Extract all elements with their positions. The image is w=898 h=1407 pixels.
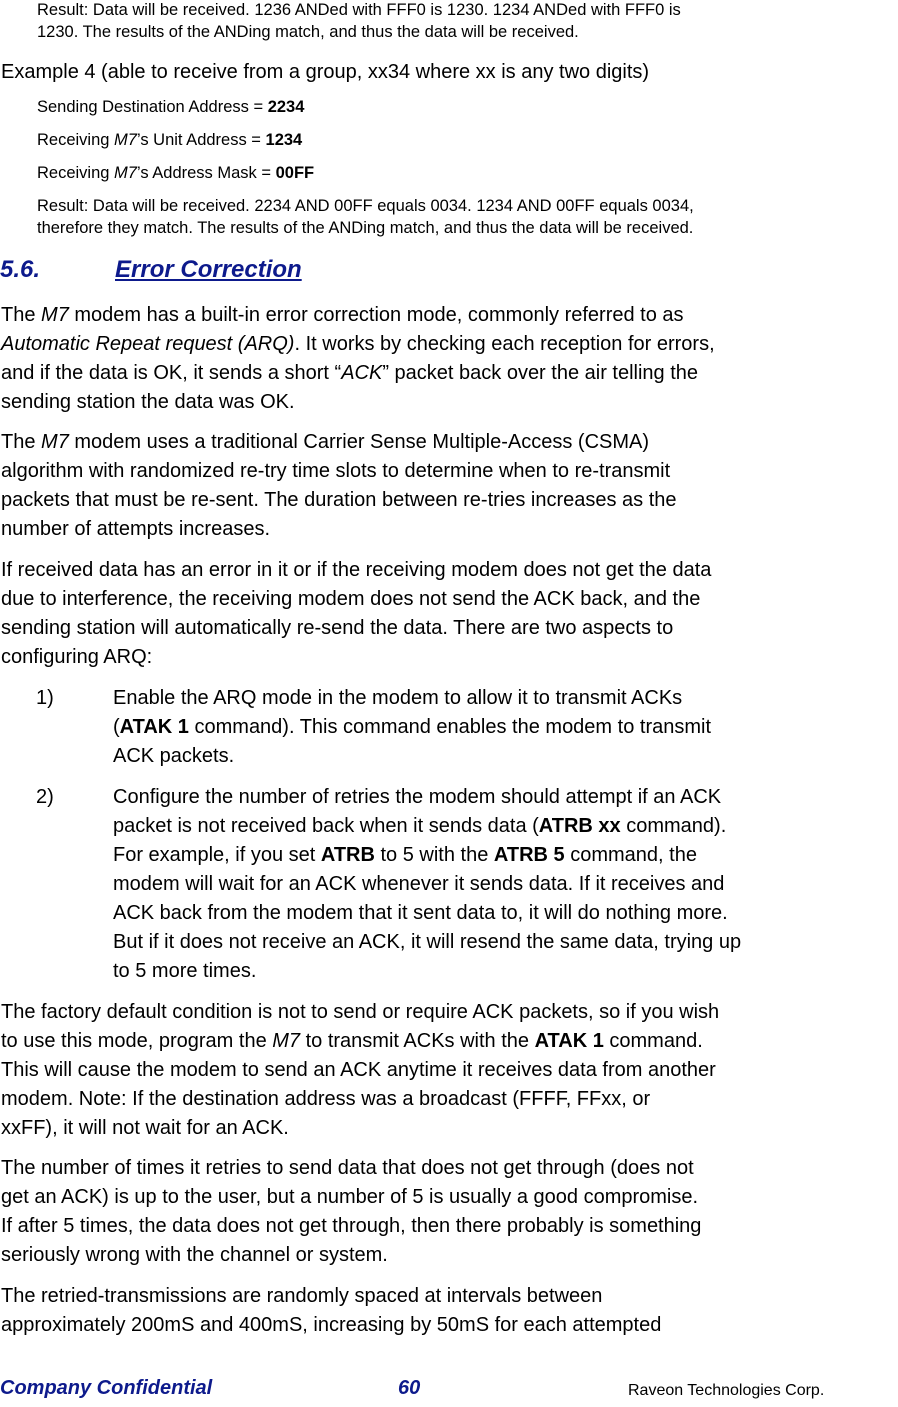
list-item-number: 2): [36, 786, 54, 808]
text: packet is not received back when it sends data (: [113, 815, 539, 837]
text: . It works by checking each reception for errors,: [294, 333, 715, 355]
text-line: ACK packets.: [113, 745, 235, 767]
text-line: [1, 359, 898, 388]
unit-pre: Receiving: [37, 131, 115, 149]
text-line: number of attempts increases.: [1, 518, 271, 540]
text: For example, if you set: [113, 844, 321, 866]
text-line: [113, 841, 898, 870]
unit-model: M7: [114, 131, 137, 149]
text-line: seriously wrong with the channel or system.: [1, 1244, 388, 1266]
command: ATRB xx: [538, 815, 621, 837]
text-line: But if it does not receive an ACK, it will resend the same data, trying up: [113, 931, 742, 953]
model-name: M7: [41, 304, 69, 326]
unit-address-line: [37, 129, 302, 151]
mask-post: ’s Address Mask =: [136, 164, 276, 182]
text: to use this mode, program the: [1, 1030, 273, 1052]
text-line: algorithm with randomized re-try time slots to determine when to re-transmit: [1, 460, 671, 482]
text-line: ACK back from the modem that it sent data to, it will do nothing more.: [113, 902, 728, 924]
dest-address-line: [37, 96, 304, 118]
text-line: If received data has an error in it or if the receiving modem does not get the data: [1, 559, 712, 581]
text-line: [1, 301, 898, 330]
text-line: [113, 713, 898, 742]
dest-label: Sending Destination Address =: [37, 98, 268, 116]
text: command.: [603, 1030, 703, 1052]
text-line: modem will wait for an ACK whenever it sends data. If it receives and: [113, 873, 725, 895]
text-line: [1, 330, 898, 359]
text: to transmit ACKs with the: [300, 1030, 535, 1052]
mask-pre: Receiving: [37, 164, 115, 182]
text: to 5 with the: [374, 844, 494, 866]
mask-model: M7: [114, 164, 137, 182]
text-line: Result: Data will be received. 1236 ANDed with FFF0 is 1230. 1234 ANDed with FFF0 is: [37, 1, 681, 19]
text-line: The retried-transmissions are randomly spaced at intervals between: [1, 1285, 603, 1307]
dest-value: 2234: [267, 98, 305, 116]
text: The: [1, 304, 42, 326]
unit-post: ’s Unit Address =: [136, 131, 266, 149]
text-line: therefore they match. The results of the ANDing match, and thus the data will be received.: [37, 219, 694, 237]
command: ATAK 1: [119, 716, 189, 738]
section-title: Error Correction: [115, 256, 302, 283]
text: (: [113, 716, 120, 738]
text: and if the data is OK, it sends a short “: [1, 362, 342, 384]
text-line: [1, 428, 898, 457]
footer-confidential: Company Confidential: [0, 1377, 213, 1399]
text-line: The factory default condition is not to send or require ACK packets, so if you wish: [1, 1001, 720, 1023]
command: ATRB: [320, 844, 375, 866]
text-line: modem. Note: If the destination address was a broadcast (FFFF, FFxx, or: [1, 1088, 651, 1110]
text-line: xxFF), it will not wait for an ACK.: [1, 1117, 289, 1139]
text: The: [1, 431, 42, 453]
command: ATAK 1: [534, 1030, 604, 1052]
arq-term: Automatic Repeat request (ARQ): [1, 333, 295, 355]
text: command, the: [564, 844, 697, 866]
address-mask-line: [37, 162, 314, 184]
text-line: configuring ARQ:: [1, 646, 153, 668]
text: ” packet back over the air telling the: [382, 362, 699, 384]
text-line: sending station the data was OK.: [1, 391, 295, 413]
text-line: Configure the number of retries the modem should attempt if an ACK: [113, 786, 722, 808]
ack-term: ACK: [341, 362, 383, 384]
text-line: Result: Data will be received. 2234 AND 00FF equals 0034. 1234 AND 00FF equals 0034,: [37, 197, 694, 215]
text: command).: [620, 815, 727, 837]
model-name: M7: [41, 431, 69, 453]
text: modem uses a traditional Carrier Sense Multiple-Access (CSMA): [68, 431, 650, 453]
list-item-number: 1): [36, 687, 54, 709]
example4-title: Example 4 (able to receive from a group, xx34 where xx is any two digits): [1, 61, 650, 83]
text-line: to 5 more times.: [113, 960, 257, 982]
text-line: packets that must be re-sent. The duration between re-tries increases as the: [1, 489, 677, 511]
text-line: Enable the ARQ mode in the modem to allow it to transmit ACKs: [113, 687, 683, 709]
text-line: If after 5 times, the data does not get through, then there probably is something: [1, 1215, 702, 1237]
text-line: 1230. The results of the ANDing match, and thus the data will be received.: [37, 23, 579, 41]
command: ATRB 5: [493, 844, 565, 866]
text-line: This will cause the modem to send an ACK anytime it receives data from another: [1, 1059, 716, 1081]
text-line: The number of times it retries to send data that does not get through (does not: [1, 1157, 694, 1179]
text: command). This command enables the modem to transmit: [188, 716, 712, 738]
unit-value: 1234: [265, 131, 303, 149]
text-line: [113, 812, 898, 841]
text: modem has a built-in error correction mode, commonly referred to as: [68, 304, 684, 326]
text-line: get an ACK) is up to the user, but a number of 5 is usually a good compromise.: [1, 1186, 699, 1208]
page-number: 60: [398, 1377, 421, 1399]
mask-value: 00FF: [275, 164, 315, 182]
text-line: [1, 1027, 898, 1056]
text-line: due to interference, the receiving modem does not send the ACK back, and the: [1, 588, 701, 610]
model-name: M7: [272, 1030, 301, 1052]
text-line: approximately 200mS and 400mS, increasing by 50mS for each attempted: [1, 1314, 662, 1336]
footer-company: Raveon Technologies Corp.: [628, 1382, 825, 1399]
section-number: 5.6.: [0, 256, 41, 283]
text-line: sending station will automatically re-send the data. There are two aspects to: [1, 617, 674, 639]
